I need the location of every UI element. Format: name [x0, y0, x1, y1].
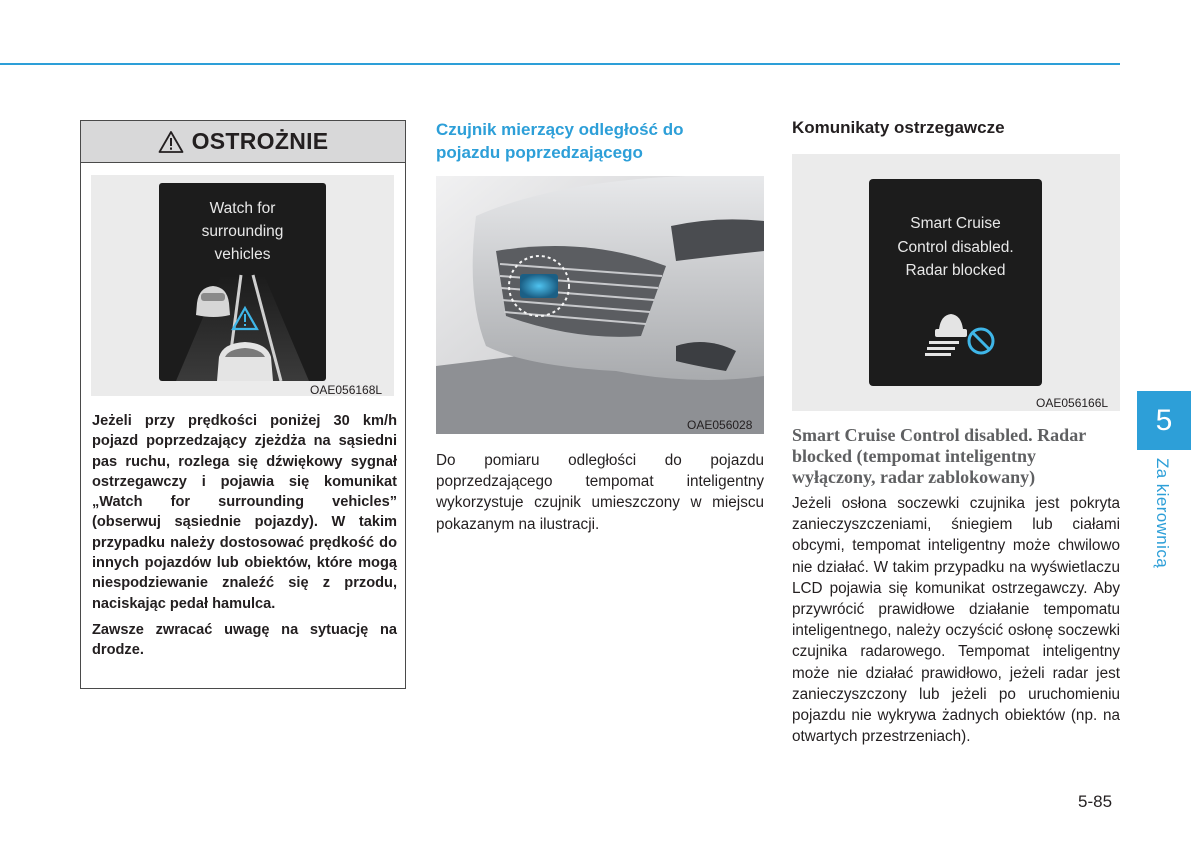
figure-code: OAE056168L: [310, 383, 383, 397]
cluster-display: [869, 179, 1042, 386]
cluster-display: [159, 183, 326, 381]
display-line: vehicles: [214, 246, 271, 263]
warning-text: Jeżeli osłona soczewki czujnika jest pokryta zanieczyszczeniami, śniegiem lub ciałami obcymi, tempomat inteligentny może chwilowo nie działać. W takim przypadku na wyświetlaczu LCD pojawia się komunikat ostrzegawczy. Aby przywrócić prawidłowe działanie tempomatu inteligentnego, należy oczyścić osłonę soczewki czujnika radarowego. Tempomat inteligentny może nie działać prawidłowo, jeżeli radar jest zanieczyszczony lub jeżeli po uruchomieniu pojazdu nie wykrywa żadnych obiektów (np. na otwartych przestrzeniach).: [792, 495, 1120, 746]
display-line: Control disabled.: [897, 238, 1014, 256]
chapter-name: Za kierownicą: [1153, 458, 1172, 569]
figure-code: OAE056028: [687, 418, 753, 432]
warning-subheading: Smart Cruise Control disabled. Radar blocked (tempomat inteligentny wyłączony, radar zablokowany): [792, 425, 1087, 487]
own-car-icon: [217, 342, 273, 381]
caution-text: [92, 411, 397, 667]
caution-figure: [91, 175, 394, 396]
warning-message-figure: [792, 154, 1120, 411]
sensor-location-figure: [436, 176, 764, 434]
header-rule: [0, 63, 1120, 65]
figure-code: OAE056166L: [1036, 396, 1109, 410]
page-number: 5-85: [1078, 792, 1113, 811]
display-line: surrounding: [201, 223, 284, 240]
chapter-tab: 5: [1137, 391, 1191, 450]
lane-road-graphic: [159, 183, 326, 381]
caution-paragraph: Jeżeli przy prędkości poniżej 30 km/h pojazd poprzedzający zjeżdża na sąsiedni pas ruchu, rozlega się dźwiękowy sygnał ostrzegawczy i pojawia się komunikat „Watch for surrounding vehicles” (obserwuj sąsiednie pojazdy). W takim przypadku należy dostosować prędkość do innych pojazdów lub obiektów, które mogą niespodziewanie znaleźć się z przodu, naciskając pedał hamulca.: [92, 413, 397, 612]
car-front-illustration: [436, 176, 764, 434]
sensor-heading: Czujnik mierzący odległość do pojazdu poprzedzającego: [436, 120, 684, 162]
caution-title: OSTROŻNIE: [191, 128, 329, 154]
caution-box: [80, 120, 406, 689]
display-line: Smart Cruise: [910, 215, 1001, 232]
warning-triangle-icon: [158, 130, 184, 154]
radar-blocked-icon: [869, 179, 1042, 386]
caution-header: [81, 121, 405, 163]
caution-paragraph: Zawsze zwracać uwagę na sytuację na drodze.: [92, 621, 397, 659]
warnings-heading: Komunikaty ostrzegawcze: [792, 118, 1005, 137]
sensor-text: Do pomiaru odległości do pojazdu poprzedzającego tempomat inteligentny wykorzystuje czujnik umieszczony w miejscu pokazanym na ilustracji.: [436, 452, 764, 533]
display-line: Watch for: [209, 200, 276, 217]
display-line: Radar blocked: [905, 262, 1006, 279]
